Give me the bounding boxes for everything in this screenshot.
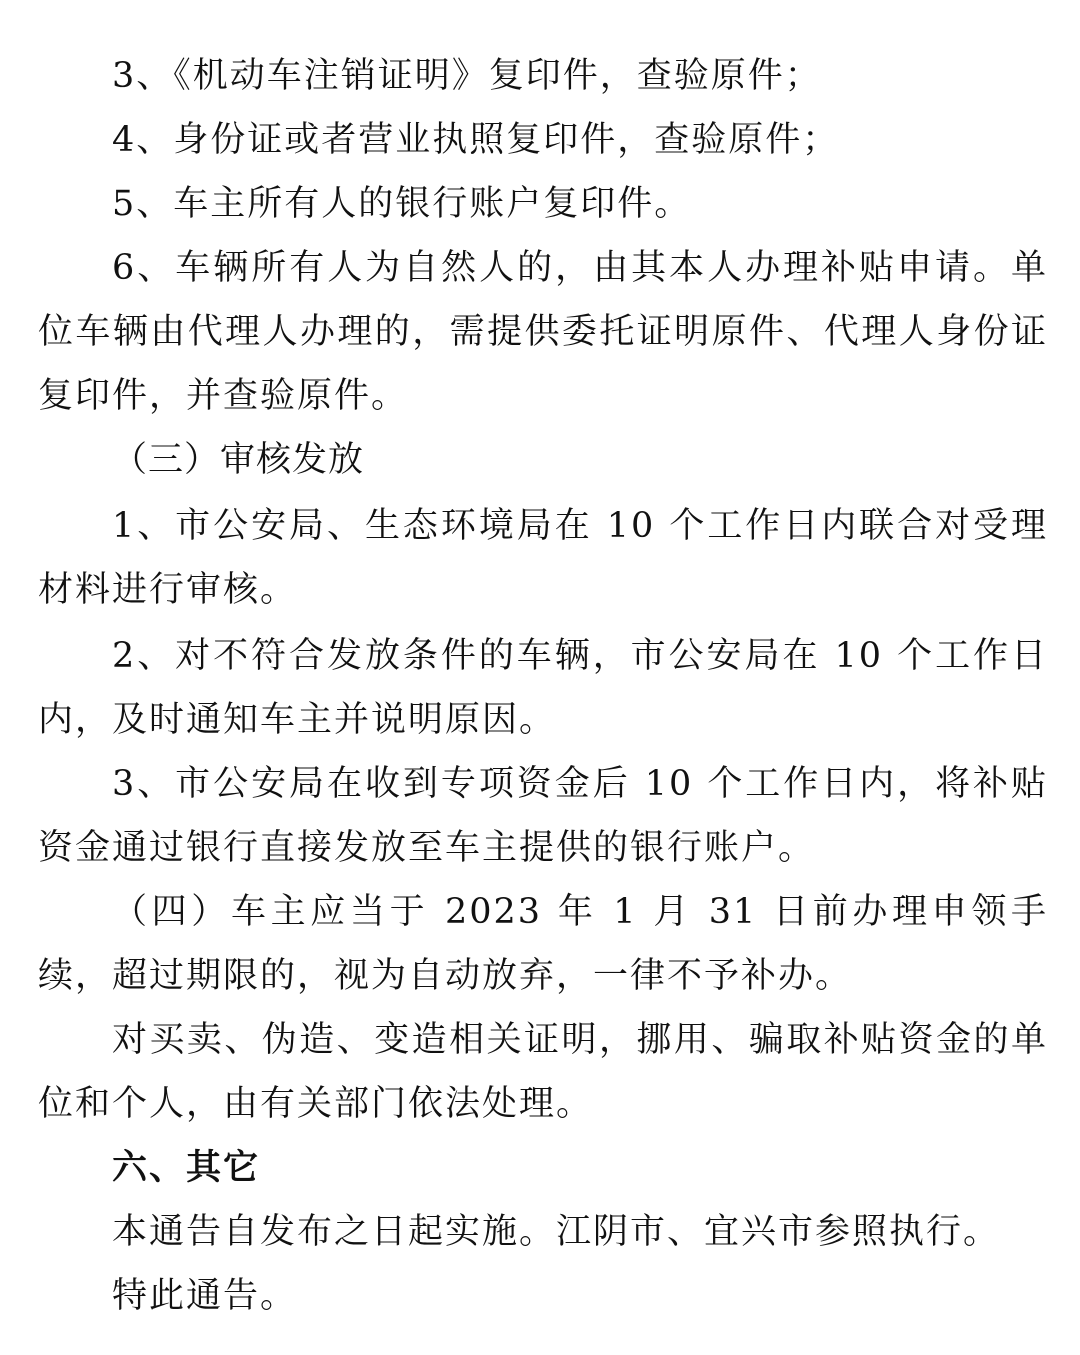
paragraph-review-item-1: 1、市公安局、生态环境局在 10 个工作日内联合对受理材料进行审核。 (38, 506, 1048, 610)
paragraph-review-item-2: 2、对不符合发放条件的车辆，市公安局在 10 个工作日内，及时通知车主并说明原因。 (38, 636, 1048, 740)
section-heading-others: 六、其它 (112, 1148, 261, 1188)
paragraph-item-4-id-or-license: 4、身份证或者营业执照复印件，查验原件； (112, 120, 840, 160)
paragraph-item-6-applicant-rules: 6、车辆所有人为自然人的，由其本人办理补贴申请。单位车辆由代理人办理的，需提供委托证明原件、代理人身份证复印件，并查验原件。 (38, 248, 1048, 416)
paragraph-effective-date: 本通告自发布之日起实施。江阴市、宜兴市参照执行。 (112, 1212, 1001, 1252)
paragraph-deadline-notice: （四）车主应当于 2023 年 1 月 31 日前办理申领手续，超过期限的，视为自动放弃，一律不予补办。 (38, 892, 1048, 996)
section-heading-review-and-issuance: （三）审核发放 (112, 440, 365, 480)
paragraph-review-item-3: 3、市公安局在收到专项资金后 10 个工作日内，将补贴资金通过银行直接发放至车主提供的银行账户。 (38, 764, 1048, 868)
paragraph-fraud-penalty: 对买卖、伪造、变造相关证明，挪用、骗取补贴资金的单位和个人，由有关部门依法处理。 (38, 1020, 1048, 1124)
paragraph-closing: 特此通告。 (112, 1276, 298, 1316)
paragraph-item-3-deregistration-certificate: 3、《机动车注销证明》复印件，查验原件； (112, 56, 822, 96)
paragraph-item-5-bank-account: 5、车主所有人的银行账户复印件。 (112, 184, 692, 224)
